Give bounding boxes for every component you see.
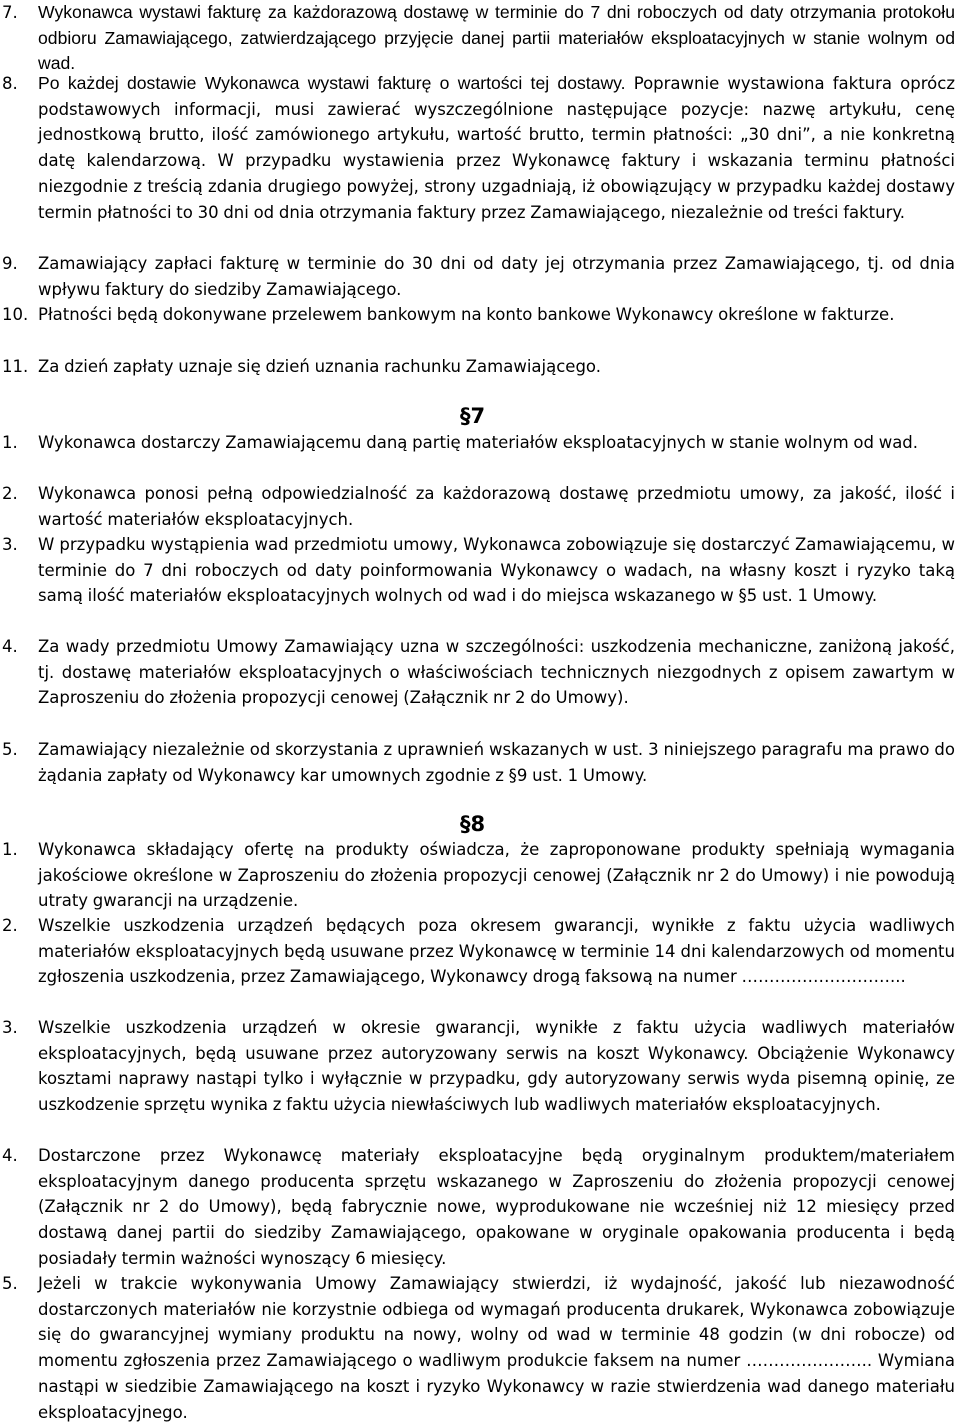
item-number: 3.	[2, 535, 18, 554]
item-text: Wykonawca dostarczy Zamawiającemu daną partię materiałów eksploatacyjnych w stanie wolnym od wad.	[38, 433, 919, 452]
item-text: Dostarczone przez Wykonawcę materiały eksploatacyjne będą oryginalnym produktem/materiałem eksploatacyjnym danego producenta sprzętu wskazanego w Zaproszeniu do złożenia propozycji cenowej (Załącznik nr 2 do Umowy), będą fabrycznie nowe, wyprodukowane nie wcześniej niż 12 miesięcy przed dostawą danej partii do siedziby Zamawiającego, opakowane w oryginale opakowania producenta i będą posiadały termin ważności wynoszący 6 miesięcy.	[38, 1146, 955, 1268]
item-number: 1.	[2, 840, 18, 859]
item-number: 7.	[2, 3, 18, 22]
section-heading: §7	[460, 404, 486, 428]
item-text: Zamawiający niezależnie od skorzystania z uprawnień wskazanych w ust. 3 niniejszego paragrafu ma prawo do żądania zapłaty od Wykonawcy kar umownych zgodnie z §9 ust. 1 Umowy.	[38, 740, 955, 785]
item-number: 3.	[2, 1018, 18, 1037]
item-lead-text: Po każdej dostawie Wykonawca wystawi fakturę o wartości tej dostawy.	[38, 73, 626, 93]
item-number: 2.	[2, 484, 18, 503]
item-number: 11.	[2, 357, 29, 376]
item-number: 4.	[2, 1146, 18, 1165]
item-text: Za dzień zapłaty uznaje się dzień uznania rachunku Zamawiającego.	[38, 357, 601, 376]
item-number: 1.	[2, 433, 18, 452]
item-text: Wykonawca ponosi pełną odpowiedzialność za każdorazową dostawę przedmiotu umowy, za jakość, ilość i wartość materiałów eksploatacyjnych.	[38, 484, 955, 529]
item-number: 10.	[2, 305, 29, 324]
item-text: Płatności będą dokonywane przelewem bankowym na konto bankowe Wykonawcy określone w fakturze.	[38, 305, 895, 324]
item-number: 2.	[2, 916, 18, 935]
item-text: Jeżeli w trakcie wykonywania Umowy Zamawiający stwierdzi, iż wydajność, jakość lub niezawodność dostarczonych materiałów nie korzystnie odbiega od wymagań producenta drukarek, Wykonawca zobowiązuje się do gwarancyjnej wymiany produktu na nowy, wolny od wad w terminie 48 godzin (w dni robocze) od momentu zgłoszenia przez Zamawiającego o wadliwym produkcie faksem na numer ………………….. Wymiana nastąpi w siedzibie Zamawiającego na koszt i ryzyko Wykonawcy w razie stwierdzenia wad danego materiału eksploatacyjnego.	[38, 1274, 955, 1422]
item-text: W przypadku wystąpienia wad przedmiotu umowy, Wykonawca zobowiązuje się dostarczyć Zamawiającemu, w terminie do 7 dni roboczych od daty poinformowania Wykonawcy o wadach, na własny koszt i ryzyko taką samą ilość materiałów eksploatacyjnych wolnych od wad i do miejsca wskazanego w §5 ust. 1 Umowy.	[38, 535, 955, 606]
item-text: Wszelkie uszkodzenia urządzeń w okresie gwarancji, wynikłe z faktu użycia wadliwych materiałów eksploatacyjnych, będą usuwane przez autoryzowany serwis na koszt Wykonawcy. Obciążenie Wykonawcy kosztami naprawy nastąpi tylko i wyłącznie w przypadku, gdy autoryzowany serwis wyda pisemną opinię, ze uszkodzenie sprzętu wynika z faktu użycia niewłaściwych lub wadliwych materiałów eksploatacyjnych.	[38, 1018, 955, 1115]
item-text: Zamawiający zapłaci fakturę w terminie do 30 dni od daty jej otrzymania przez Zamawiającego, tj. od dnia wpływu faktury do siedziby Zamawiającego.	[38, 254, 955, 299]
item-number: 5.	[2, 740, 18, 759]
item-number: 8.	[2, 74, 18, 93]
item-number: 9.	[2, 254, 18, 273]
item-text: Wykonawca składający ofertę na produkty oświadcza, że zaproponowane produkty spełniają wymagania jakościowe określone w Zaproszeniu do złożenia propozycji cenowej (Załącznik nr 2 do Umowy) i nie powodują utraty gwarancji na urządzenie.	[38, 840, 955, 911]
item-text: Wszelkie uszkodzenia urządzeń będących poza okresem gwarancji, wynikłe z faktu użycia wadliwych materiałów eksploatacyjnych będą usuwane przez Wykonawcę w terminie 14 dni kalendarzowych od momentu zgłoszenia uszkodzenia, przez Zamawiającego, Wykonawcy drogą faksową na numer ………………………...	[38, 916, 955, 987]
item-text	[38, 71, 955, 225]
item-number: 4.	[2, 637, 18, 656]
section-heading: §8	[460, 812, 486, 836]
item-rest-text: Poprawnie wystawiona faktura oprócz podstawowych informacji, musi zawierać wyszczególnione następujące pozycje: nazwę artykułu, cenę jednostkową brutto, ilość zamówionego artykułu, wartość brutto, termin płatności: „30 dni”, a nie konkretną datę kalendarzową. W przypadku wystawienia przez Wykonawcę faktury i wskazania terminu płatności niezgodnie z treścią zdania drugiego powyżej, strony uzgadniają, iż obowiązujący w przypadku każdej dostawy termin płatności to 30 dni od dnia otrzymania faktury przez Zamawiającego, niezależnie od treści faktury.	[38, 74, 955, 222]
item-text: Wykonawca wystawi fakturę za każdorazową dostawę w terminie do 7 dni roboczych od daty otrzymania protokołu odbioru Zamawiającego, zatwierdzającego przyjęcie danej partii materiałów eksploatacyjnych w stanie wolnym od wad.	[38, 2, 955, 74]
item-text: Za wady przedmiotu Umowy Zamawiający uzna w szczególności: uszkodzenia mechaniczne, zaniżoną jakość, tj. dostawę materiałów eksploatacyjnych o właściwościach technicznych niezgodnych z opisem zawartym w Zaproszeniu do złożenia propozycji cenowej (Załącznik nr 2 do Umowy).	[38, 637, 955, 708]
item-number: 5.	[2, 1274, 18, 1293]
